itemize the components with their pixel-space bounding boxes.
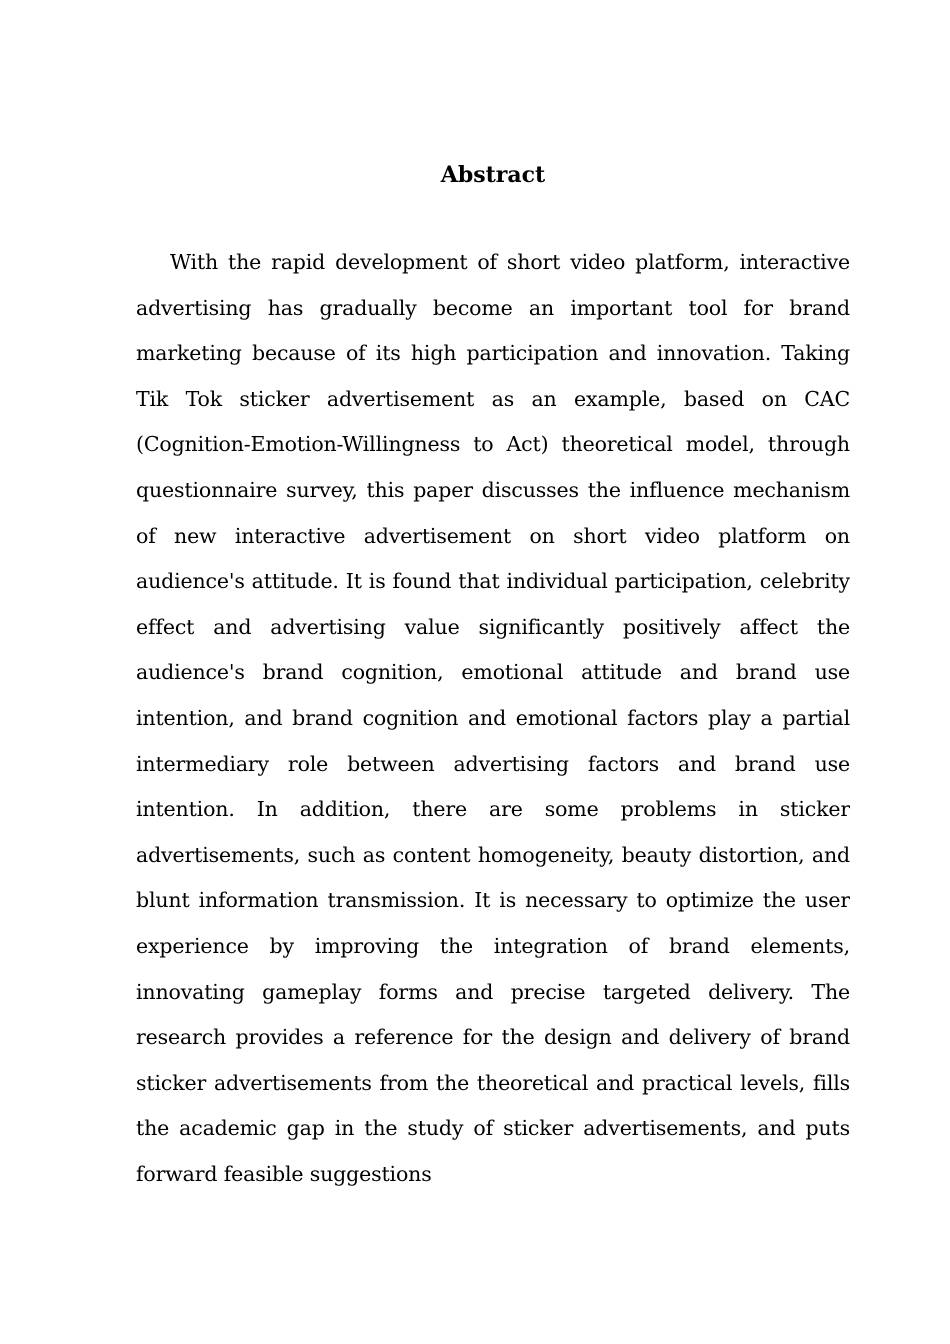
abstract-paragraph: With the rapid development of short video platform, interactive advertising has gradually become an important tool for brand marketing because of its high participation and innovation. Taking Tik Tok sticker advertisement as an example, based on CAC (Cognition-Emotion-Willingness to Act) theoretical model, through questionnaire survey, this paper discusses the influence mechanism of new interactive advertisement on short video platform on audience's attitude. It is found that individual participation, celebrity effect and advertising value significantly positively affect the audience's brand cognition, emotional attitude and brand use intention, and brand cognition and emotional factors play a partial intermediary role between advertising factors and brand use intention. In addition, there are some problems in sticker advertisements, such as content homogeneity, beauty distortion, and blunt information transmission. It is necessary to optimize the user experience by improving the integration of brand elements, innovating gameplay forms and precise targeted delivery. The research provides a reference for the design and delivery of brand sticker advertisements from the theoretical and practical levels, fills the academic gap in the study of sticker advertisements, and puts forward feasible suggestions (136, 250, 850, 1186)
abstract-heading: Abstract (440, 162, 546, 188)
